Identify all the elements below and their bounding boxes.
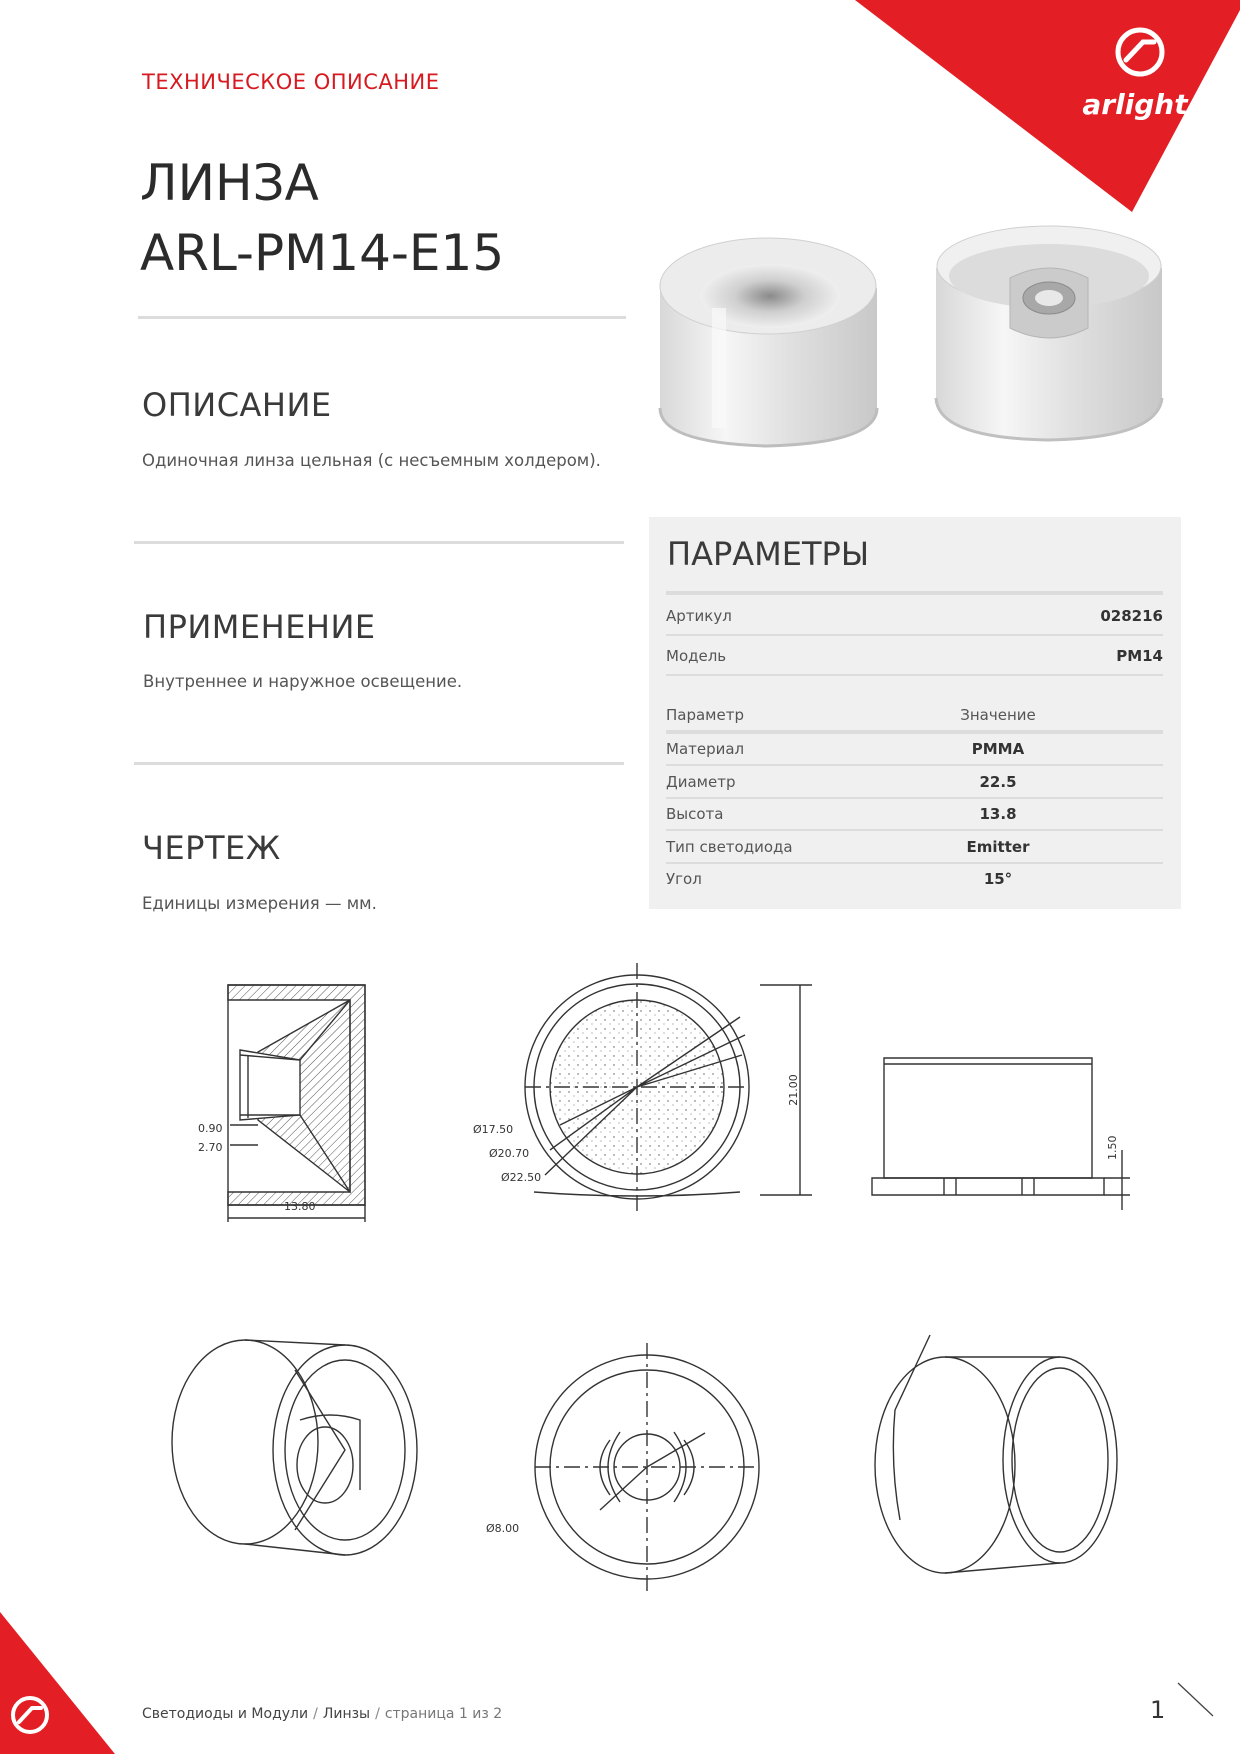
param-value: 22.5 [979,773,1017,791]
section-view [228,985,365,1222]
model-label: Модель [666,647,727,665]
divider [666,797,1163,799]
product-photo-top [930,218,1170,458]
param-value: PMMA [971,740,1025,758]
divider [134,541,624,544]
column-header-parameter: Параметр [666,706,744,724]
dim-dia-8-00: Ø8.00 [486,1522,520,1535]
application-heading: ПРИМЕНЕНИЕ [143,608,376,646]
divider [138,316,626,319]
divider [666,591,1163,595]
page-info: страница 1 из 2 [384,1706,503,1722]
dim-13-80: 13.80 [284,1200,316,1213]
divider [666,764,1163,766]
article-label: Артикул [666,607,732,625]
parameters-panel [649,517,1181,909]
divider [666,730,1163,734]
param-value: Emitter [966,838,1030,856]
brand-corner [850,0,1240,215]
article-value: 028216 [1100,607,1163,625]
page-number: 1 [1150,1696,1166,1724]
param-value: 15° [983,870,1013,888]
front-view [525,963,812,1211]
param-label: Материал [666,740,745,758]
side-elevation-view [872,1058,1130,1210]
dim-dia-20-70: Ø20.70 [489,1147,530,1160]
page-title [140,148,504,288]
param-label: Угол [666,870,702,888]
parameters-heading: ПАРАМЕТРЫ [667,535,870,573]
technical-drawing [0,950,1240,1610]
drawing-heading: ЧЕРТЕЖ [142,829,281,867]
column-header-value: Значение [960,706,1036,724]
breadcrumb-item: Светодиоды и Модули [142,1706,309,1722]
application-text: Внутреннее и наружное освещение. [143,672,463,691]
description-text: Одиночная линза цельная (с несъемным холдером). [142,451,601,470]
perspective-view-left [172,1340,417,1555]
drawing-units: Единицы измерения — мм. [142,894,377,913]
footer-corner [0,1612,120,1754]
param-label: Диаметр [666,773,736,791]
page-corner-mark [1175,1680,1215,1720]
dim-2-70: 2.70 [198,1141,223,1154]
document-type: ТЕХНИЧЕСКОЕ ОПИСАНИЕ [142,70,440,94]
divider [666,674,1163,676]
divider [666,829,1163,831]
divider [666,634,1163,636]
dim-1-50: 1.50 [1106,1135,1119,1160]
perspective-view-right [875,1335,1117,1573]
back-view [535,1343,759,1592]
dim-0-90: 0.90 [198,1122,223,1135]
dim-21-00: 21.00 [787,1074,800,1106]
brand-logo: arlight [1082,88,1188,121]
param-label: Высота [666,805,724,823]
divider [666,862,1163,864]
footer-breadcrumb: Светодиоды и Модули / Линзы / страница 1 из 2 [142,1706,503,1722]
dim-dia-22-50: Ø22.50 [501,1171,542,1184]
param-label: Тип светодиода [666,838,793,856]
param-value: 13.8 [979,805,1017,823]
product-photo-front [652,218,898,458]
breadcrumb-item: Линзы [322,1706,371,1722]
title-line-1: ЛИНЗА [140,154,319,212]
description-heading: ОПИСАНИЕ [142,386,332,424]
model-value: PM14 [1116,647,1163,665]
divider [134,762,624,765]
title-line-2: ARL-PM14-E15 [140,224,505,282]
dim-dia-17-50: Ø17.50 [473,1123,514,1136]
